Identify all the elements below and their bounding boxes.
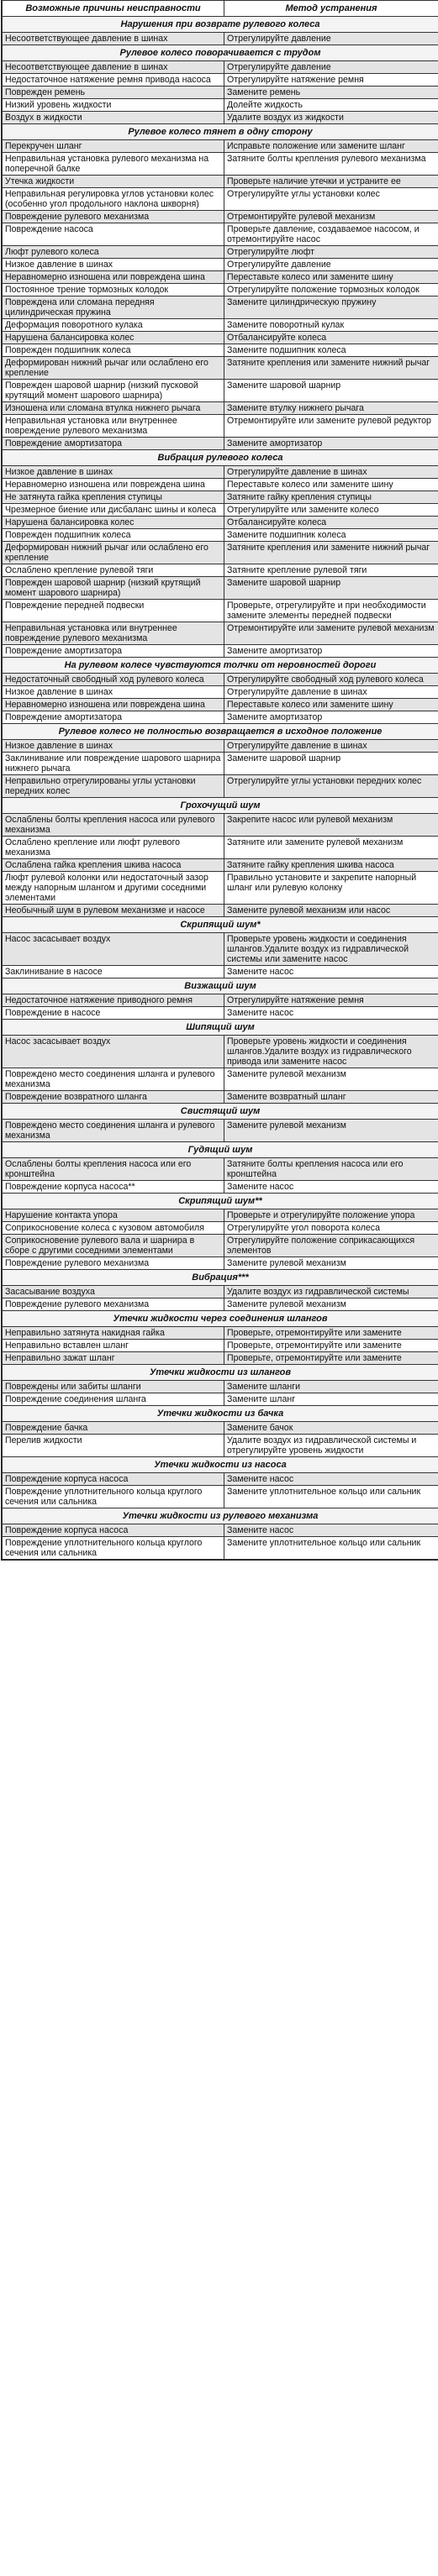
table-row (3, 188, 438, 211)
cause-cell: Повреждение амортизатора (3, 645, 224, 658)
remedy-cell: Правильно установите и закрепите напорный шланг или рулевую колонку (224, 872, 438, 905)
section-heading-row (3, 1270, 438, 1286)
remedy-cell: Замените шаровой шарнир (224, 380, 438, 402)
table-row (3, 1091, 438, 1104)
section-title: Рулевое колесо не полностью возвращается в исходное положение (3, 724, 438, 740)
section-heading-row (3, 124, 438, 140)
cause-cell: Повреждение соединения шланга (3, 1393, 224, 1406)
cause-cell: Повреждение корпуса насоса** (3, 1181, 224, 1194)
remedy-cell: Отрегулируйте натяжение ремня (224, 74, 438, 87)
remedy-cell: Удалите воздух из гидравлической системы и отрегулируйте уровень жидкости (224, 1435, 438, 1457)
cause-cell: Неправильная установка или внутреннее повреждение рулевого механизма (3, 622, 224, 645)
section-title: Шипящий шум (3, 1020, 438, 1036)
table-row (3, 246, 438, 259)
table-row (3, 99, 438, 112)
section-title: Вибрация рулевого колеса (3, 450, 438, 466)
remedy-cell: Проверьте уровень жидкости и соединения шлангов.Удалите воздух из гидравлической системы или замените насос (224, 933, 438, 966)
remedy-cell: Отрегулируйте положение тормозных колодок (224, 284, 438, 296)
cause-cell: Повреждение бачка (3, 1422, 224, 1435)
table-row (3, 529, 438, 542)
cause-cell: Низкое давление в шинах (3, 740, 224, 753)
table-row (3, 1298, 438, 1311)
remedy-cell: Отремонтируйте рулевой механизм (224, 211, 438, 223)
table-row (3, 33, 438, 45)
remedy-cell: Замените поворотный кулак (224, 319, 438, 332)
cause-cell: Перекручен шланг (3, 140, 224, 153)
cause-cell: Повреждена или сломана передняя цилиндрическая пружина (3, 296, 224, 319)
table-body (3, 17, 438, 1560)
cause-cell: Неправильно отрегулированы углы установки передних колес (3, 775, 224, 798)
section-title: Утечки жидкости из насоса (3, 1457, 438, 1473)
remedy-cell: Замените насос (224, 966, 438, 978)
table-row (3, 1486, 438, 1508)
section-title: Скрипящий шум** (3, 1194, 438, 1209)
section-title: Свистящий шум (3, 1104, 438, 1120)
section-heading-row (3, 1508, 438, 1524)
cause-cell: Постоянное трение тормозных колодок (3, 284, 224, 296)
table-row (3, 775, 438, 798)
table-row (3, 1537, 438, 1560)
table-row (3, 1352, 438, 1365)
remedy-cell: Удалите воздух из гидравлической системы (224, 1286, 438, 1298)
section-heading-row (3, 17, 438, 33)
remedy-cell: Исправьте положение или замените шланг (224, 140, 438, 153)
cause-cell: Повреждено место соединения шланга и рулевого механизма (3, 1068, 224, 1091)
table-row (3, 872, 438, 905)
table-row (3, 74, 438, 87)
table-row (3, 711, 438, 724)
cause-cell: Поврежден подшипник колеса (3, 529, 224, 542)
table-row (3, 994, 438, 1007)
cause-cell: Повреждение рулевого механизма (3, 1257, 224, 1270)
cause-cell: Воздух в жидкости (3, 112, 224, 124)
cause-cell: Низкий уровень жидкости (3, 99, 224, 112)
cause-cell: Нарушена балансировка колес (3, 517, 224, 529)
remedy-cell: Отремонтируйте или замените рулевой редуктор (224, 415, 438, 438)
table-row (3, 1257, 438, 1270)
remedy-cell: Замените цилиндрическую пружину (224, 296, 438, 319)
cause-cell: Неправильно вставлен шланг (3, 1340, 224, 1352)
section-heading-row (3, 1142, 438, 1158)
remedy-cell: Отрегулируйте давление в шинах (224, 466, 438, 479)
cause-cell: Неравномерно изношена или повреждена шина (3, 479, 224, 491)
remedy-cell: Отрегулируйте свободный ход рулевого колеса (224, 674, 438, 686)
remedy-cell: Отремонтируйте или замените рулевой механизм (224, 622, 438, 645)
table-row (3, 740, 438, 753)
table-row (3, 1435, 438, 1457)
cause-cell: Повреждение передней подвески (3, 600, 224, 622)
table-row (3, 1068, 438, 1091)
cause-cell: Повреждение возвратного шланга (3, 1091, 224, 1104)
section-heading-row (3, 798, 438, 814)
section-heading-row (3, 1104, 438, 1120)
section-title: Грохочущий шум (3, 798, 438, 814)
table-row (3, 686, 438, 699)
remedy-cell: Замените подшипник колеса (224, 529, 438, 542)
remedy-cell: Замените насос (224, 1473, 438, 1486)
remedy-cell: Отрегулируйте давление (224, 259, 438, 271)
table-row (3, 438, 438, 450)
remedy-cell: Отрегулируйте давление (224, 61, 438, 74)
cause-cell: Деформация поворотного кулака (3, 319, 224, 332)
cause-cell: Ослаблено крепление рулевой тяги (3, 564, 224, 577)
table-row (3, 564, 438, 577)
cause-cell: Не затянута гайка крепления ступицы (3, 491, 224, 504)
column-header-causes: Возможные причины неисправности (3, 1, 224, 17)
table-row (3, 296, 438, 319)
table-row (3, 837, 438, 859)
remedy-cell: Отрегулируйте углы установки передних колес (224, 775, 438, 798)
table-row (3, 153, 438, 176)
table-row (3, 933, 438, 966)
table-row (3, 1181, 438, 1194)
cause-cell: Повреждены или забиты шланги (3, 1381, 224, 1393)
table-row (3, 491, 438, 504)
table-row (3, 577, 438, 600)
table-row (3, 466, 438, 479)
table-row (3, 1393, 438, 1406)
table-row (3, 223, 438, 246)
section-heading-row (3, 450, 438, 466)
table-row (3, 542, 438, 564)
remedy-cell: Замените уплотнительное кольцо или сальник (224, 1486, 438, 1508)
section-heading-row (3, 1365, 438, 1381)
table-row (3, 1209, 438, 1222)
cause-cell: Засасывание воздуха (3, 1286, 224, 1298)
cause-cell: Неправильная установка рулевого механизма на поперечной балке (3, 153, 224, 176)
cause-cell: Люфт рулевого колеса (3, 246, 224, 259)
remedy-cell: Затяните болты крепления рулевого механизма (224, 153, 438, 176)
cause-cell: Неравномерно изношена или повреждена шина (3, 271, 224, 284)
table-header-row (3, 1, 438, 17)
section-heading-row (3, 917, 438, 933)
remedy-cell: Замените амортизатор (224, 711, 438, 724)
remedy-cell: Проверьте и отрегулируйте положение упора (224, 1209, 438, 1222)
table-row (3, 753, 438, 775)
section-title: Гудящий шум (3, 1142, 438, 1158)
cause-cell: Утечка жидкости (3, 176, 224, 188)
remedy-cell: Затяните крепления или замените нижний рычаг (224, 542, 438, 564)
remedy-cell: Замените бачок (224, 1422, 438, 1435)
table-row (3, 1524, 438, 1537)
table-row (3, 176, 438, 188)
cause-cell: Перелив жидкости (3, 1435, 224, 1457)
remedy-cell: Затяните или замените рулевой механизм (224, 837, 438, 859)
remedy-cell: Отрегулируйте натяжение ремня (224, 994, 438, 1007)
table-row (3, 140, 438, 153)
table-row (3, 415, 438, 438)
cause-cell: Нарушена балансировка колес (3, 332, 224, 344)
table-row (3, 1286, 438, 1298)
remedy-cell: Отрегулируйте люфт (224, 246, 438, 259)
remedy-cell: Отрегулируйте или замените колесо (224, 504, 438, 517)
cause-cell: Поврежден шаровой шарнир (низкий пусковой крутящий момент шарового шарнира) (3, 380, 224, 402)
section-heading-row (3, 1457, 438, 1473)
table-row (3, 1222, 438, 1235)
remedy-cell: Отрегулируйте углы установки колес (224, 188, 438, 211)
table-row (3, 517, 438, 529)
remedy-cell: Отрегулируйте давление в шинах (224, 686, 438, 699)
section-title: Утечки жидкости из бачка (3, 1406, 438, 1422)
cause-cell: Соприкосновение колеса с кузовом автомобиля (3, 1222, 224, 1235)
section-title: Скрипящий шум* (3, 917, 438, 933)
cause-cell: Повреждение рулевого механизма (3, 211, 224, 223)
cause-cell: Соприкосновение рулевого вала и шарнира в сборе с другими соседними элементами (3, 1235, 224, 1257)
cause-cell: Повреждение амортизатора (3, 711, 224, 724)
table-row (3, 905, 438, 917)
remedy-cell: Замените шаровой шарнир (224, 753, 438, 775)
remedy-cell: Отрегулируйте давление в шинах (224, 740, 438, 753)
table-row (3, 112, 438, 124)
table-row (3, 600, 438, 622)
cause-cell: Люфт рулевой колонки или недостаточный зазор между напорным шлангом и другими соседними элементами (3, 872, 224, 905)
section-heading-row (3, 45, 438, 61)
remedy-cell: Замените уплотнительное кольцо или сальник (224, 1537, 438, 1560)
remedy-cell: Замените амортизатор (224, 438, 438, 450)
table-row (3, 284, 438, 296)
table-row (3, 1340, 438, 1352)
remedy-cell: Проверьте наличие утечки и устраните ее (224, 176, 438, 188)
remedy-cell: Замените шланги (224, 1381, 438, 1393)
cause-cell: Неправильная установка или внутреннее повреждение рулевого механизма (3, 415, 224, 438)
section-heading-row (3, 724, 438, 740)
remedy-cell: Отрегулируйте давление (224, 33, 438, 45)
remedy-cell: Затяните гайку крепления шкива насоса (224, 859, 438, 872)
cause-cell: Ослаблены болты крепления насоса или рулевого механизма (3, 814, 224, 837)
cause-cell: Изношена или сломана втулка нижнего рычага (3, 402, 224, 415)
remedy-cell: Замените шланг (224, 1393, 438, 1406)
column-header-remedy: Метод устранения (224, 1, 438, 17)
cause-cell: Чрезмерное биение или дисбаланс шины и колеса (3, 504, 224, 517)
remedy-cell: Отрегулируйте положение соприкасающихся элементов (224, 1235, 438, 1257)
remedy-cell: Замените втулку нижнего рычага (224, 402, 438, 415)
remedy-cell: Затяните крепление рулевой тяги (224, 564, 438, 577)
cause-cell: Повреждение корпуса насоса (3, 1473, 224, 1486)
cause-cell: Повреждено место соединения шланга и рулевого механизма (3, 1120, 224, 1142)
cause-cell: Неправильно затянута накидная гайка (3, 1327, 224, 1340)
remedy-cell: Замените рулевой механизм (224, 1298, 438, 1311)
section-title: Нарушения при возврате рулевого колеса (3, 17, 438, 33)
remedy-cell: Замените шаровой шарнир (224, 577, 438, 600)
table-row (3, 1120, 438, 1142)
cause-cell: Нарушение контакта упора (3, 1209, 224, 1222)
cause-cell: Низкое давление в шинах (3, 466, 224, 479)
cause-cell: Неравномерно изношена или повреждена шина (3, 699, 224, 711)
remedy-cell: Замените ремень (224, 87, 438, 99)
table-row (3, 1007, 438, 1020)
table-row (3, 479, 438, 491)
section-heading-row (3, 1406, 438, 1422)
remedy-cell: Проверьте давление, создаваемое насосом, и отремонтируйте насос (224, 223, 438, 246)
remedy-cell: Замените рулевой механизм (224, 1120, 438, 1142)
cause-cell: Заклинивание или повреждение шарового шарнира нижнего рычага (3, 753, 224, 775)
remedy-cell: Отбалансируйте колеса (224, 517, 438, 529)
troubleshooting-table (2, 0, 438, 1560)
table-row (3, 344, 438, 357)
table-row (3, 1036, 438, 1068)
cause-cell: Деформирован нижний рычаг или ослаблено его крепление (3, 357, 224, 380)
remedy-cell: Замените рулевой механизм (224, 1068, 438, 1091)
remedy-cell: Замените подшипник колеса (224, 344, 438, 357)
table-row (3, 402, 438, 415)
cause-cell: Недостаточное натяжение приводного ремня (3, 994, 224, 1007)
remedy-cell: Затяните крепления или замените нижний рычаг (224, 357, 438, 380)
table-row (3, 259, 438, 271)
remedy-cell: Проверьте уровень жидкости и соединения шлангов.Удалите воздух из гидравлического привода или замените насос (224, 1036, 438, 1068)
section-heading-row (3, 978, 438, 994)
remedy-cell: Замените насос (224, 1007, 438, 1020)
remedy-cell: Переставьте колесо или замените шину (224, 271, 438, 284)
remedy-cell: Проверьте, отремонтируйте или замените (224, 1352, 438, 1365)
cause-cell: Насос засасывает воздух (3, 933, 224, 966)
table-row (3, 332, 438, 344)
remedy-cell: Закрепите насос или рулевой механизм (224, 814, 438, 837)
table-row (3, 1473, 438, 1486)
section-title: Утечки жидкости из рулевого механизма (3, 1508, 438, 1524)
cause-cell: Неправильная регулировка углов установки колес (особенно угол продольного наклона шкворня) (3, 188, 224, 211)
cause-cell: Повреждение уплотнительного кольца круглого сечения или сальника (3, 1486, 224, 1508)
cause-cell: Несоответствующее давление в шинах (3, 61, 224, 74)
remedy-cell: Переставьте колесо или замените шину (224, 479, 438, 491)
cause-cell: Повреждение насоса (3, 223, 224, 246)
remedy-cell: Затяните гайку крепления ступицы (224, 491, 438, 504)
remedy-cell: Долейте жидкость (224, 99, 438, 112)
remedy-cell: Удалите воздух из жидкости (224, 112, 438, 124)
cause-cell: Поврежден подшипник колеса (3, 344, 224, 357)
remedy-cell: Проверьте, отремонтируйте или замените (224, 1327, 438, 1340)
table-row (3, 357, 438, 380)
section-heading-row (3, 1020, 438, 1036)
table-row (3, 319, 438, 332)
remedy-cell: Замените насос (224, 1524, 438, 1537)
cause-cell: Заклинивание в насосе (3, 966, 224, 978)
remedy-cell: Проверьте, отрегулируйте и при необходимости замените элементы передней подвески (224, 600, 438, 622)
cause-cell: Ослаблено крепление или люфт рулевого механизма (3, 837, 224, 859)
remedy-cell: Замените рулевой механизм или насос (224, 905, 438, 917)
table-row (3, 61, 438, 74)
cause-cell: Неправильно зажат шланг (3, 1352, 224, 1365)
cause-cell: Повреждение уплотнительного кольца круглого сечения или сальника (3, 1537, 224, 1560)
remedy-cell: Замените амортизатор (224, 645, 438, 658)
section-heading-row (3, 658, 438, 674)
section-heading-row (3, 1311, 438, 1327)
cause-cell: Повреждение амортизатора (3, 438, 224, 450)
section-title: Рулевое колесо поворачивается с трудом (3, 45, 438, 61)
remedy-cell: Замените возвратный шланг (224, 1091, 438, 1104)
section-title: Рулевое колесо тянет в одну сторону (3, 124, 438, 140)
table-row (3, 674, 438, 686)
table-row (3, 645, 438, 658)
troubleshooting-sheet (1, 0, 438, 1561)
section-title: Визжащий шум (3, 978, 438, 994)
cause-cell: Повреждение в насосе (3, 1007, 224, 1020)
section-title: Утечки жидкости из шлангов (3, 1365, 438, 1381)
table-row (3, 814, 438, 837)
table-row (3, 622, 438, 645)
section-title: Вибрация*** (3, 1270, 438, 1286)
section-title: Утечки жидкости через соединения шлангов (3, 1311, 438, 1327)
cause-cell: Поврежден шаровой шарнир (низкий крутящий момент шарового шарнира) (3, 577, 224, 600)
table-row (3, 504, 438, 517)
table-row (3, 211, 438, 223)
table-row (3, 699, 438, 711)
remedy-cell: Переставьте колесо или замените шину (224, 699, 438, 711)
cause-cell: Недостаточный свободный ход рулевого колеса (3, 674, 224, 686)
table-row (3, 1158, 438, 1181)
cause-cell: Поврежден ремень (3, 87, 224, 99)
cause-cell: Ослаблены болты крепления насоса или его кронштейна (3, 1158, 224, 1181)
cause-cell: Низкое давление в шинах (3, 686, 224, 699)
remedy-cell: Проверьте, отремонтируйте или замените (224, 1340, 438, 1352)
table-row (3, 1381, 438, 1393)
remedy-cell: Отбалансируйте колеса (224, 332, 438, 344)
cause-cell: Деформирован нижний рычаг или ослаблено его крепление (3, 542, 224, 564)
remedy-cell: Отрегулируйте угол поворота колеса (224, 1222, 438, 1235)
cause-cell: Необычный шум в рулевом механизме и насосе (3, 905, 224, 917)
table-row (3, 380, 438, 402)
section-heading-row (3, 1194, 438, 1209)
cause-cell: Несоответствующее давление в шинах (3, 33, 224, 45)
cause-cell: Недостаточное натяжение ремня привода насоса (3, 74, 224, 87)
cause-cell: Ослаблена гайка крепления шкива насоса (3, 859, 224, 872)
table-row (3, 87, 438, 99)
cause-cell: Повреждение рулевого механизма (3, 1298, 224, 1311)
remedy-cell: Замените насос (224, 1181, 438, 1194)
table-row (3, 1235, 438, 1257)
cause-cell: Повреждение корпуса насоса (3, 1524, 224, 1537)
table-row (3, 1422, 438, 1435)
table-row (3, 1327, 438, 1340)
cause-cell: Насос засасывает воздух (3, 1036, 224, 1068)
cause-cell: Низкое давление в шинах (3, 259, 224, 271)
remedy-cell: Замените рулевой механизм (224, 1257, 438, 1270)
section-title: На рулевом колесе чувствуются толчки от неровностей дороги (3, 658, 438, 674)
table-row (3, 271, 438, 284)
remedy-cell: Затяните болты крепления насоса или его кронштейна (224, 1158, 438, 1181)
table-row (3, 966, 438, 978)
table-row (3, 859, 438, 872)
